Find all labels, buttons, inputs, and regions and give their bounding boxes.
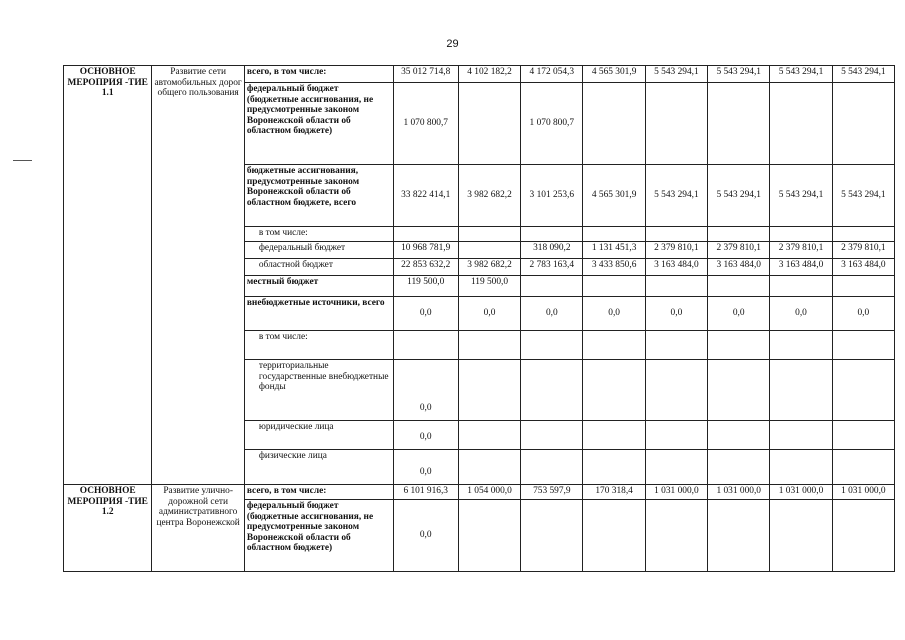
amount-year-cell [645, 450, 707, 485]
amount-year-cell [521, 331, 583, 360]
amount-year-cell: 1 031 000,0 [832, 485, 894, 500]
amount-year-cell: 5 543 294,1 [770, 66, 832, 83]
amount-year-cell [770, 83, 832, 165]
amount-year-cell: 3 982 682,2 [458, 165, 520, 227]
amount-year-cell [645, 83, 707, 165]
funding-source-label: областной бюджет [244, 259, 393, 276]
amount-year-cell: 2 379 810,1 [770, 242, 832, 259]
table-row [64, 66, 895, 83]
amount-total-cell: 0,0 [393, 421, 458, 450]
amount-year-cell: 5 543 294,1 [832, 66, 894, 83]
amount-total-cell: 33 822 414,1 [393, 165, 458, 227]
amount-year-cell: 3 101 253,6 [521, 165, 583, 227]
funding-source-label: местный бюджет [244, 276, 393, 297]
amount-year-cell [832, 83, 894, 165]
funding-source-label: территориальные государственные внебюджетные фонды [244, 360, 393, 421]
amount-year-cell [770, 276, 832, 297]
amount-year-cell [832, 500, 894, 572]
amount-year-cell: 119 500,0 [458, 276, 520, 297]
amount-total-cell: 6 101 916,3 [393, 485, 458, 500]
amount-total-cell: 0,0 [393, 450, 458, 485]
amount-year-cell [770, 421, 832, 450]
funding-source-label: юридические лица [244, 421, 393, 450]
amount-year-cell: 3 163 484,0 [708, 259, 770, 276]
amount-year-cell [583, 500, 645, 572]
amount-year-cell: 753 597,9 [521, 485, 583, 500]
amount-total-cell: 1 070 800,7 [393, 83, 458, 165]
amount-year-cell [708, 276, 770, 297]
amount-year-cell: 4 565 301,9 [583, 66, 645, 83]
amount-total-cell [393, 227, 458, 242]
amount-year-cell: 5 543 294,1 [770, 165, 832, 227]
amount-total-cell: 35 012 714,8 [393, 66, 458, 83]
funding-source-label: всего, в том числе: [244, 66, 393, 83]
amount-year-cell [521, 450, 583, 485]
amount-year-cell: 3 433 850,6 [583, 259, 645, 276]
amount-year-cell: 5 543 294,1 [708, 165, 770, 227]
amount-year-cell: 2 783 163,4 [521, 259, 583, 276]
amount-year-cell: 4 565 301,9 [583, 165, 645, 227]
amount-year-cell [521, 500, 583, 572]
amount-year-cell [770, 331, 832, 360]
amount-year-cell [521, 421, 583, 450]
amount-year-cell: 2 379 810,1 [708, 242, 770, 259]
funding-source-label: всего, в том числе: [244, 485, 393, 500]
funding-source-label: в том числе: [244, 331, 393, 360]
amount-year-cell [832, 227, 894, 242]
amount-year-cell [458, 360, 520, 421]
amount-year-cell [770, 500, 832, 572]
amount-year-cell [458, 83, 520, 165]
amount-total-cell: 119 500,0 [393, 276, 458, 297]
amount-year-cell [521, 227, 583, 242]
amount-year-cell [583, 360, 645, 421]
amount-year-cell: 3 163 484,0 [645, 259, 707, 276]
page-number: 29 [446, 38, 459, 50]
funding-source-label: федеральный бюджет (бюджетные ассигнования, не предусмотренные законом Воронежской области об областном бюджете) [244, 500, 393, 572]
amount-total-cell [393, 331, 458, 360]
amount-year-cell: 0,0 [770, 297, 832, 331]
amount-year-cell [832, 276, 894, 297]
amount-year-cell [770, 360, 832, 421]
funding-source-label: физические лица [244, 450, 393, 485]
amount-year-cell [583, 83, 645, 165]
amount-year-cell [832, 331, 894, 360]
measure-description: Развитие сети автомобильных дорог общего пользования [152, 66, 244, 485]
amount-year-cell: 4 172 054,3 [521, 66, 583, 83]
amount-total-cell: 0,0 [393, 500, 458, 572]
amount-year-cell: 0,0 [832, 297, 894, 331]
margin-mark [13, 160, 32, 161]
amount-year-cell: 1 054 000,0 [458, 485, 520, 500]
amount-year-cell [708, 331, 770, 360]
amount-year-cell [770, 450, 832, 485]
amount-year-cell: 0,0 [458, 297, 520, 331]
amount-year-cell: 1 031 000,0 [708, 485, 770, 500]
amount-year-cell: 0,0 [521, 297, 583, 331]
amount-year-cell: 5 543 294,1 [645, 165, 707, 227]
amount-year-cell [708, 360, 770, 421]
amount-year-cell [708, 227, 770, 242]
measure-title: ОСНОВНОЕ МЕРОПРИЯ -ТИЕ 1.1 [64, 66, 152, 485]
amount-year-cell [645, 276, 707, 297]
table-row [64, 485, 895, 500]
amount-year-cell [521, 360, 583, 421]
amount-total-cell: 0,0 [393, 297, 458, 331]
amount-year-cell: 0,0 [708, 297, 770, 331]
amount-year-cell [832, 421, 894, 450]
amount-year-cell [583, 450, 645, 485]
amount-year-cell: 3 163 484,0 [770, 259, 832, 276]
amount-year-cell [645, 421, 707, 450]
amount-total-cell: 10 968 781,9 [393, 242, 458, 259]
amount-year-cell [458, 500, 520, 572]
amount-year-cell [458, 450, 520, 485]
amount-year-cell [770, 227, 832, 242]
amount-year-cell: 3 163 484,0 [832, 259, 894, 276]
amount-year-cell: 1 031 000,0 [770, 485, 832, 500]
amount-year-cell [583, 227, 645, 242]
amount-total-cell: 0,0 [393, 360, 458, 421]
funding-source-label: федеральный бюджет [244, 242, 393, 259]
amount-year-cell [458, 242, 520, 259]
funding-source-label: внебюджетные источники, всего [244, 297, 393, 331]
funding-table [63, 65, 895, 572]
funding-source-label: бюджетные ассигнования, предусмотренные законом Воронежской области об областном бюджете, всего [244, 165, 393, 227]
amount-year-cell: 5 543 294,1 [645, 66, 707, 83]
amount-year-cell [645, 360, 707, 421]
measure-description: Развитие улично-дорожной сети административного центра Воронежской [152, 485, 244, 572]
amount-year-cell [645, 331, 707, 360]
measure-title: ОСНОВНОЕ МЕРОПРИЯ -ТИЕ 1.2 [64, 485, 152, 572]
amount-year-cell: 2 379 810,1 [645, 242, 707, 259]
funding-source-label: федеральный бюджет (бюджетные ассигнования, не предусмотренные законом Воронежской области об областном бюджете) [244, 83, 393, 165]
amount-year-cell: 1 031 000,0 [645, 485, 707, 500]
amount-year-cell: 1 131 451,3 [583, 242, 645, 259]
amount-year-cell [458, 331, 520, 360]
amount-year-cell: 318 090,2 [521, 242, 583, 259]
amount-year-cell [832, 450, 894, 485]
amount-year-cell: 4 102 182,2 [458, 66, 520, 83]
amount-year-cell: 170 318,4 [583, 485, 645, 500]
amount-year-cell: 3 982 682,2 [458, 259, 520, 276]
amount-year-cell [645, 227, 707, 242]
amount-year-cell: 1 070 800,7 [521, 83, 583, 165]
amount-year-cell [708, 500, 770, 572]
amount-year-cell [583, 331, 645, 360]
amount-year-cell [708, 450, 770, 485]
amount-year-cell [521, 276, 583, 297]
amount-year-cell [458, 421, 520, 450]
amount-year-cell [832, 360, 894, 421]
funding-source-label: в том числе: [244, 227, 393, 242]
amount-year-cell: 0,0 [645, 297, 707, 331]
amount-year-cell: 5 543 294,1 [708, 66, 770, 83]
amount-year-cell [583, 276, 645, 297]
amount-total-cell: 22 853 632,2 [393, 259, 458, 276]
amount-year-cell [645, 500, 707, 572]
amount-year-cell [708, 421, 770, 450]
amount-year-cell [708, 83, 770, 165]
amount-year-cell: 5 543 294,1 [832, 165, 894, 227]
amount-year-cell [458, 227, 520, 242]
amount-year-cell: 0,0 [583, 297, 645, 331]
amount-year-cell [583, 421, 645, 450]
amount-year-cell: 2 379 810,1 [832, 242, 894, 259]
